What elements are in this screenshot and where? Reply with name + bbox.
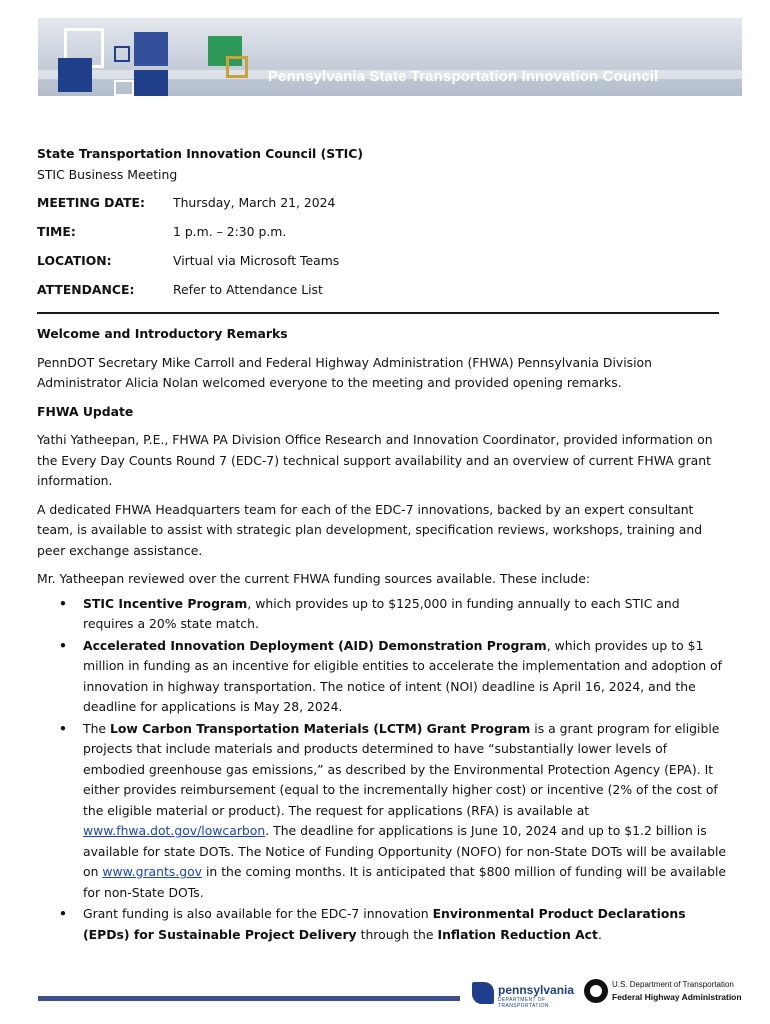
epd-innovation-name: Environmental Product Declarations (EPDs) for Sustainable Project Delivery bbox=[83, 906, 686, 942]
banner-square-navy-top bbox=[134, 32, 168, 66]
list-item-aid bbox=[83, 636, 727, 718]
fhwa-paragraph-1: Yathi Yatheepan, P.E., FHWA PA Division Office Research and Innovation Coordinator, provided information on the Every Day Counts Round 7 (EDC-7) technical support availability and an overview of current FHWA grant information. bbox=[37, 432, 713, 488]
epd-middle: through the bbox=[356, 926, 438, 942]
banner-square-gold bbox=[226, 56, 248, 78]
keystone-icon bbox=[472, 982, 494, 1004]
usdot-fhwa-logo bbox=[584, 978, 744, 1008]
fhwa-name: Federal Highway Administration bbox=[612, 992, 742, 1002]
lctm-text-3: in the coming months. It is anticipated that $800 million of funding will be available for non-State DOTs. bbox=[83, 864, 727, 900]
attendance-label: ATTENDANCE: bbox=[37, 282, 135, 297]
banner-square-outline-small bbox=[114, 46, 130, 62]
epd-end: . bbox=[597, 926, 602, 942]
usdot-name: U.S. Department of Transportation bbox=[612, 980, 734, 989]
aid-program-text: , which provides up to $1 million in funding as an incentive for eligible entities to accelerate the implementation and adoption of innovation in highway transportation. The notice of intent (NOI) deadline is April 16, 2024, and the deadline for applications is May 28, 2024. bbox=[83, 637, 722, 714]
epd-prefix: Grant funding is also available for the EDC-7 innovation bbox=[83, 906, 433, 921]
aid-program-name: Accelerated Innovation Deployment (AID) Demonstration Program bbox=[83, 637, 547, 653]
meeting-date-label: MEETING DATE: bbox=[37, 195, 145, 210]
meeting-date-row bbox=[37, 193, 727, 222]
list-item-epd bbox=[83, 904, 727, 945]
usdot-seal-icon bbox=[584, 979, 608, 1003]
attendance-row bbox=[37, 280, 727, 309]
stic-program-text: , which provides up to $125,000 in funding annually to each STIC and requires a 20% state match. bbox=[83, 595, 680, 631]
list-item-stic bbox=[83, 594, 727, 635]
grants-gov-link[interactable]: www.grants.gov bbox=[102, 864, 203, 879]
footer-rule bbox=[38, 996, 460, 1001]
meeting-date-value: Thursday, March 21, 2024 bbox=[173, 195, 336, 210]
fhwa-lowcarbon-link[interactable]: www.fhwa.dot.gov/lowcarbon bbox=[83, 823, 266, 838]
lctm-program-name: Low Carbon Transportation Materials (LCTM) Grant Program bbox=[109, 720, 531, 736]
location-value: Virtual via Microsoft Teams bbox=[173, 253, 340, 268]
header-banner bbox=[38, 18, 742, 96]
banner-square-navy-large bbox=[58, 58, 92, 92]
section-divider bbox=[37, 312, 719, 314]
time-row bbox=[37, 222, 727, 251]
welcome-heading: Welcome and Introductory Remarks bbox=[37, 326, 288, 341]
time-label: TIME: bbox=[37, 224, 76, 239]
location-label: LOCATION: bbox=[37, 253, 112, 268]
doc-title: State Transportation Innovation Council (STIC) bbox=[37, 146, 364, 161]
time-value: 1 p.m. – 2:30 p.m. bbox=[173, 224, 287, 239]
banner-square-outline-bottom bbox=[114, 80, 134, 96]
lctm-prefix: The bbox=[83, 720, 110, 736]
funding-list bbox=[37, 594, 727, 946]
lctm-text-2: . The deadline for applications is June 10, 2024 and up to $1.2 billion is available for state DOTs. The Notice of Funding Opportunity (NOFO) for non-State DOTs will be available on bbox=[83, 823, 727, 879]
lctm-text-1: is a grant program for eligible projects that include materials and products determined to have “substantially lower levels of embodied greenhouse gas emissions,” as described by the Environmental Protection Agency (EPA). It either provides reimbursement (equal to the incrementally higher cost) or incentive (2% of the cost of the eligible material or product). The request for applications (RFA) is available at bbox=[83, 720, 720, 818]
list-item-lctm bbox=[83, 719, 727, 904]
fhwa-heading: FHWA Update bbox=[37, 403, 134, 419]
penn-logo-name: pennsylvania bbox=[498, 983, 575, 997]
document-body bbox=[37, 144, 727, 946]
banner-title: Pennsylvania State Transportation Innovation Council bbox=[268, 68, 659, 85]
fhwa-paragraph-3: Mr. Yatheepan reviewed over the current FHWA funding sources available. These include: bbox=[37, 571, 591, 586]
welcome-paragraph: PennDOT Secretary Mike Carroll and Federal Highway Administration (FHWA) Pennsylvania Division Administrator Alicia Nolan welcomed everyone to the meeting and provided opening remarks. bbox=[37, 354, 652, 390]
ira-name: Inflation Reduction Act bbox=[437, 926, 598, 942]
attendance-value: Refer to Attendance List bbox=[173, 282, 323, 297]
stic-program-name: STIC Incentive Program bbox=[83, 595, 248, 611]
pennsylvania-logo bbox=[472, 980, 582, 1009]
fhwa-paragraph-2: A dedicated FHWA Headquarters team for each of the EDC-7 innovations, backed by an expert consultant team, is available to assist with strategic plan development, specification reviews, workshops, training and peer exchange assistance. bbox=[37, 501, 703, 558]
location-row bbox=[37, 251, 727, 280]
doc-subtitle: STIC Business Meeting bbox=[37, 166, 178, 182]
banner-square-navy-bottom bbox=[134, 70, 168, 96]
penn-logo-subtitle: DEPARTMENT OF TRANSPORTATION bbox=[498, 997, 549, 1009]
